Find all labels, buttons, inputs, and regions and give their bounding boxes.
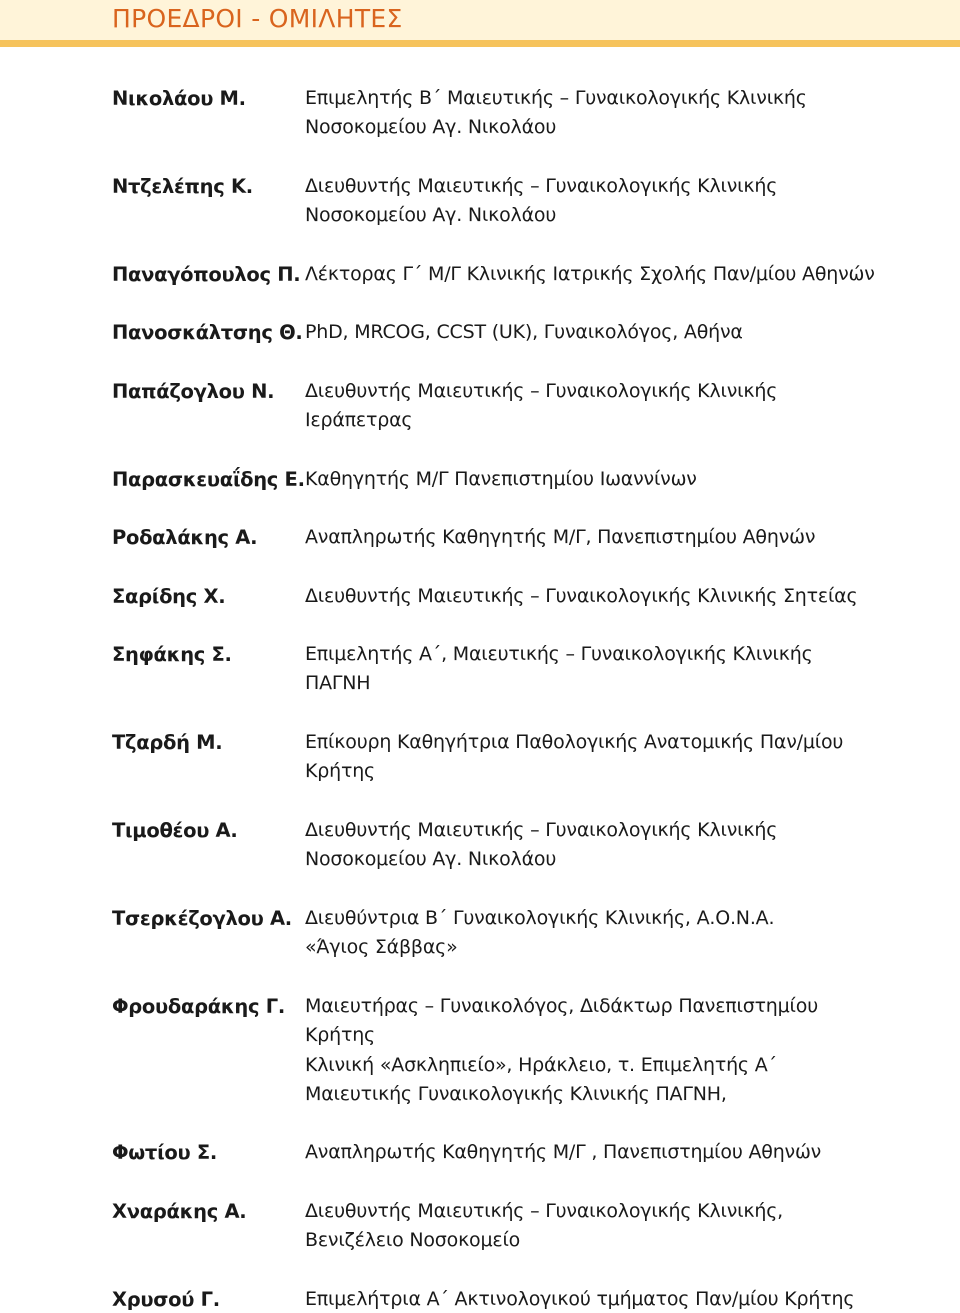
affiliation-line: Διευθυντής Μαιευτικής – Γυναικολογικής Κλινικής [305,175,778,197]
affiliation-line: Επιμελητής Β΄ Μαιευτικής – Γυναικολογικής Κλινικής [305,87,807,109]
affiliation-line: «Άγιος Σάββας» [305,936,458,959]
affiliation-line: Νοσοκομείου Αγ. Νικολάου [305,848,557,871]
speaker-name: Ροδαλάκης Α. [112,526,258,549]
affiliation-line: Κρήτης [305,1024,375,1047]
speaker-name: Φωτίου Σ. [112,1141,217,1164]
speaker-affiliation [305,640,945,699]
affiliation-line: Επίκουρη Καθηγήτρια Παθολογικής Ανατομικής Παν/μίου [305,731,844,753]
affiliation-line: Ιεράπετρας [305,409,413,432]
speaker-affiliation [305,318,945,347]
affiliation-line: Διευθυντής Μαιευτικής – Γυναικολογικής Κλινικής [305,380,778,402]
speaker-name: Παρασκευαΐδης Ε. [112,468,305,491]
speaker-name: Νικολάου Μ. [112,87,246,110]
speaker-name: Χρυσού Γ. [112,1288,220,1311]
speaker-affiliation [305,377,945,436]
speaker-name: Τσερκέζογλου Α. [112,907,292,930]
speaker-affiliation [305,84,945,143]
speaker-affiliation [305,1197,945,1256]
affiliation-line: Κλινική «Ασκληπιείο», Ηράκλειο, τ. Επιμελητής Α΄ [305,1053,777,1076]
affiliation-line: Κρήτης [305,760,375,783]
affiliation-line: Διευθυντής Μαιευτικής – Γυναικολογικής Κλινικής, [305,1200,783,1222]
affiliation-line: Επιμελητής Α΄, Μαιευτικής – Γυναικολογικής Κλινικής [305,643,813,665]
page-title: ΠΡΟΕΔΡΟΙ - ΟΜΙΛΗΤΕΣ [112,4,403,33]
header-rule [0,40,960,47]
speaker-name: Σαρίδης Χ. [112,585,226,608]
affiliation-line: Μαιευτικής Γυναικολογικής Κλινικής ΠΑΓΝΗ, [305,1082,727,1105]
speaker-affiliation [305,992,945,1109]
speaker-name: Ντζελέπης Κ. [112,175,253,198]
speaker-name: Τιμοθέου Α. [112,819,238,842]
affiliation-line: Διευθυντής Μαιευτικής – Γυναικολογικής Κλινικής Σητείας [305,585,858,607]
affiliation-line: Αναπληρωτής Καθηγητής Μ/Γ, Πανεπιστημίου Αθηνών [305,526,816,548]
affiliation-line: Καθηγητής Μ/Γ Πανεπιστημίου Ιωαννίνων [305,468,697,490]
speaker-name: Σηφάκης Σ. [112,643,232,666]
speaker-affiliation [305,523,945,552]
speaker-affiliation [305,260,945,289]
speaker-name: Φρουδαράκης Γ. [112,995,285,1018]
affiliation-line: Νοσοκομείου Αγ. Νικολάου [305,116,557,139]
speaker-affiliation [305,816,945,875]
affiliation-line: Διευθυντής Μαιευτικής – Γυναικολογικής Κλινικής [305,819,778,841]
speaker-affiliation [305,172,945,231]
affiliation-line: Διευθύντρια Β΄ Γυναικολογικής Κλινικής, Α.Ο.Ν.Α. [305,907,775,929]
affiliation-line: Αναπληρωτής Καθηγητής Μ/Γ , Πανεπιστημίου Αθηνών [305,1141,822,1163]
affiliation-line: Επιμελήτρια Α΄ Ακτινολογικού τμήματος Παν/μίου Κρήτης [305,1288,855,1310]
affiliation-line: ΠΑΓΝΗ [305,672,371,695]
affiliation-line: Μαιευτήρας – Γυναικολόγος, Διδάκτωρ Πανεπιστημίου [305,995,818,1017]
speaker-affiliation [305,465,945,494]
speaker-affiliation [305,1285,945,1313]
affiliation-line: Νοσοκομείου Αγ. Νικολάου [305,204,557,227]
speaker-name: Παναγόπουλος Π. [112,263,301,286]
affiliation-line: PhD, MRCOG, CCST (UK), Γυναικολόγος, Αθήνα [305,321,743,343]
speaker-affiliation [305,728,945,787]
speaker-name: Παπάζογλου Ν. [112,380,275,403]
speaker-affiliation [305,904,945,963]
speaker-name: Χναράκης Α. [112,1200,247,1223]
speaker-name: Πανοσκάλτσης Θ. [112,321,303,344]
affiliation-line: Λέκτορας Γ΄ Μ/Γ Κλινικής Ιατρικής Σχολής Παν/μίου Αθηνών [305,263,875,285]
speaker-affiliation [305,1138,945,1167]
affiliation-line: Βενιζέλειο Νοσοκομείο [305,1229,521,1252]
speaker-name: Τζαρδή Μ. [112,731,223,754]
speaker-affiliation [305,582,945,611]
